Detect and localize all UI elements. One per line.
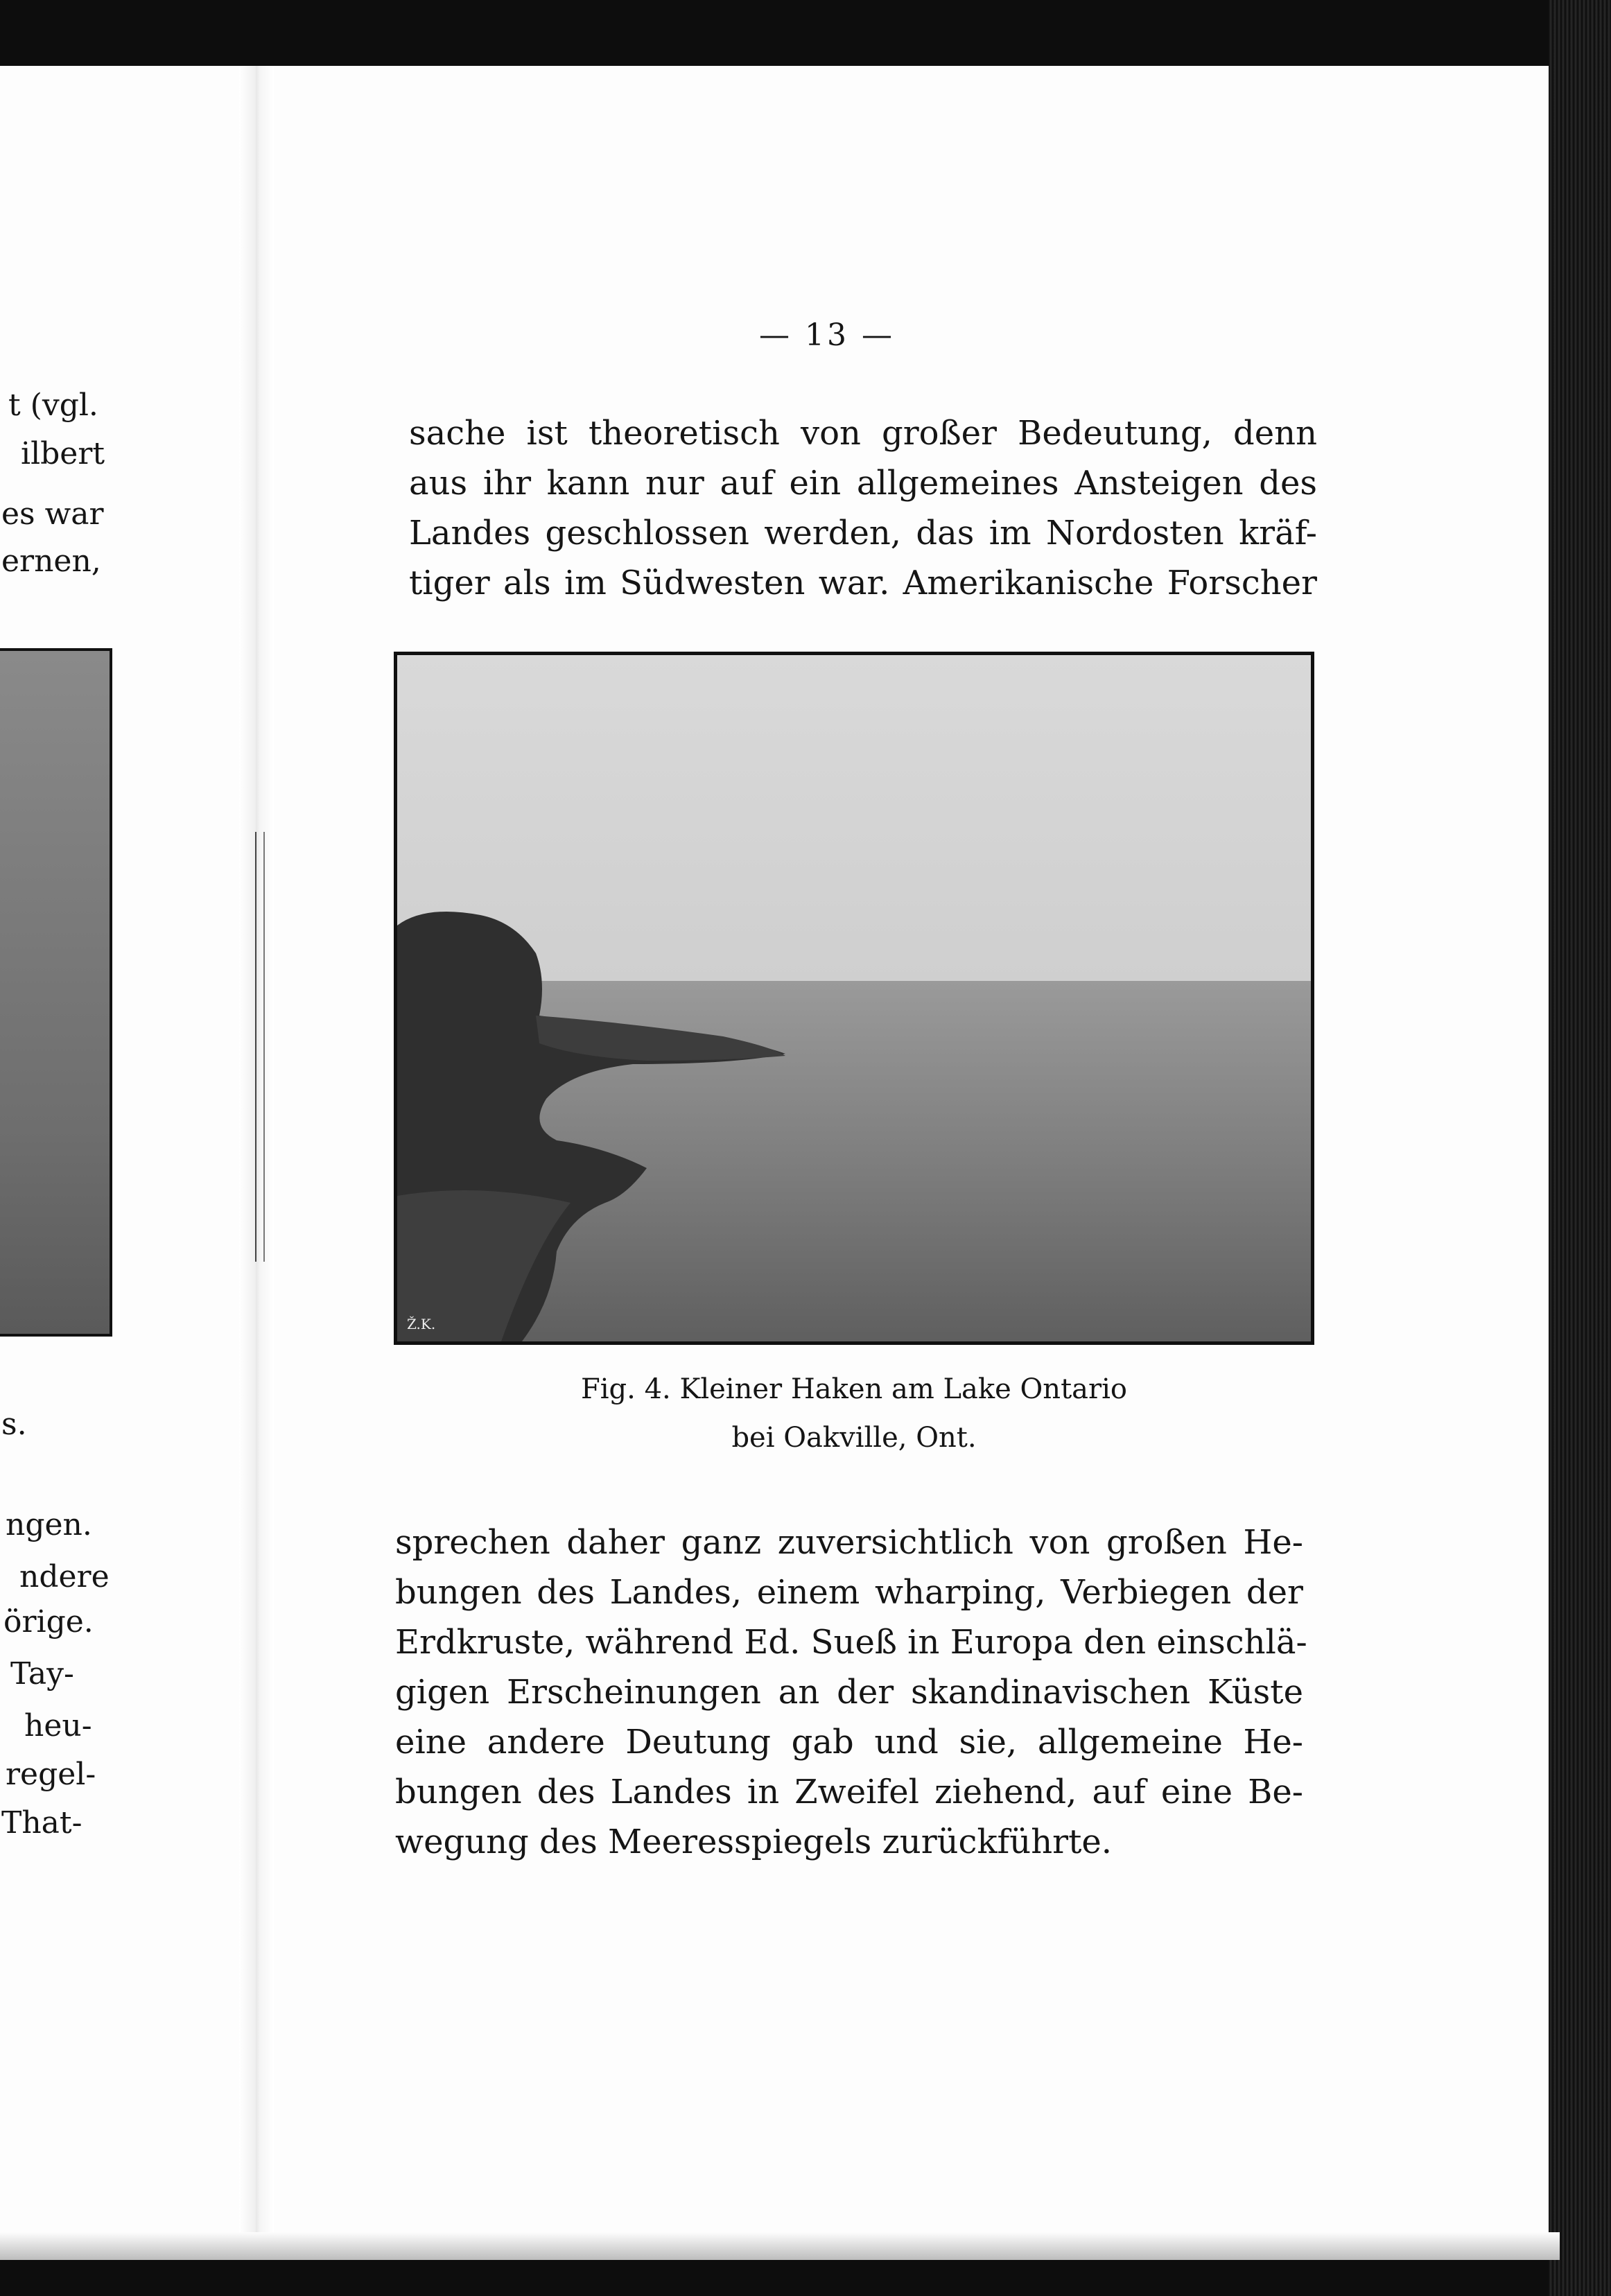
figure-caption-line2: bei Oakville, Ont. [731, 1422, 977, 1454]
body-text-line: bungen des Landes, einem wharping, Verbiegen der [395, 1573, 1303, 1612]
figure-caption-line1: Fig. 4. Kleiner Haken am Lake Ontario [581, 1373, 1127, 1405]
body-text-line: Landes geschlossen werden, das im Nordosten kräf- [409, 514, 1317, 553]
left-page [0, 0, 239, 2296]
body-text-line: tiger als im Südwesten war. Amerikanische Forscher [409, 564, 1317, 602]
left-line: Tay- [10, 1656, 74, 1691]
left-line: ngen. [6, 1507, 92, 1542]
left-figure-fragment [0, 648, 112, 1337]
left-line: That- [1, 1805, 82, 1841]
page-number: — 13 — [759, 318, 895, 353]
figure-photograph [394, 652, 1314, 1345]
body-text-line: eine andere Deutung gab und sie, allgemeine He- [395, 1723, 1303, 1762]
left-line: ilbert [21, 436, 105, 471]
left-line: t (vgl. [8, 388, 98, 423]
body-text-line: bungen des Landes in Zweifel ziehend, auf eine Be- [395, 1773, 1303, 1811]
left-line: ernen, [1, 543, 101, 579]
left-line: ndere [19, 1559, 110, 1594]
body-text-line: aus ihr kann nur auf ein allgemeines Ansteigen des [409, 464, 1317, 503]
body-text-line: gigen Erscheinungen an der skandinavischen Küste [395, 1673, 1303, 1712]
left-line: heu- [24, 1708, 92, 1743]
photo-signature: Ž.K. [407, 1316, 436, 1332]
body-text-line: sache ist theoretisch von großer Bedeutung, denn [409, 414, 1317, 453]
left-line: örige. [3, 1604, 94, 1640]
left-line: regel- [6, 1757, 96, 1792]
page-edges [1549, 0, 1611, 2296]
spine-binding [255, 832, 265, 1262]
body-text-line: wegung des Meeresspiegels zurückführte. [395, 1823, 1113, 1861]
body-text-line: sprechen daher ganz zuversichtlich von großen He- [395, 1523, 1303, 1562]
body-text-line: Erdkruste, während Ed. Sueß in Europa den einschlä- [395, 1623, 1307, 1662]
left-line: es war [1, 496, 104, 532]
left-line: s. [1, 1407, 27, 1442]
lake-ontario-photo [397, 655, 1311, 1341]
